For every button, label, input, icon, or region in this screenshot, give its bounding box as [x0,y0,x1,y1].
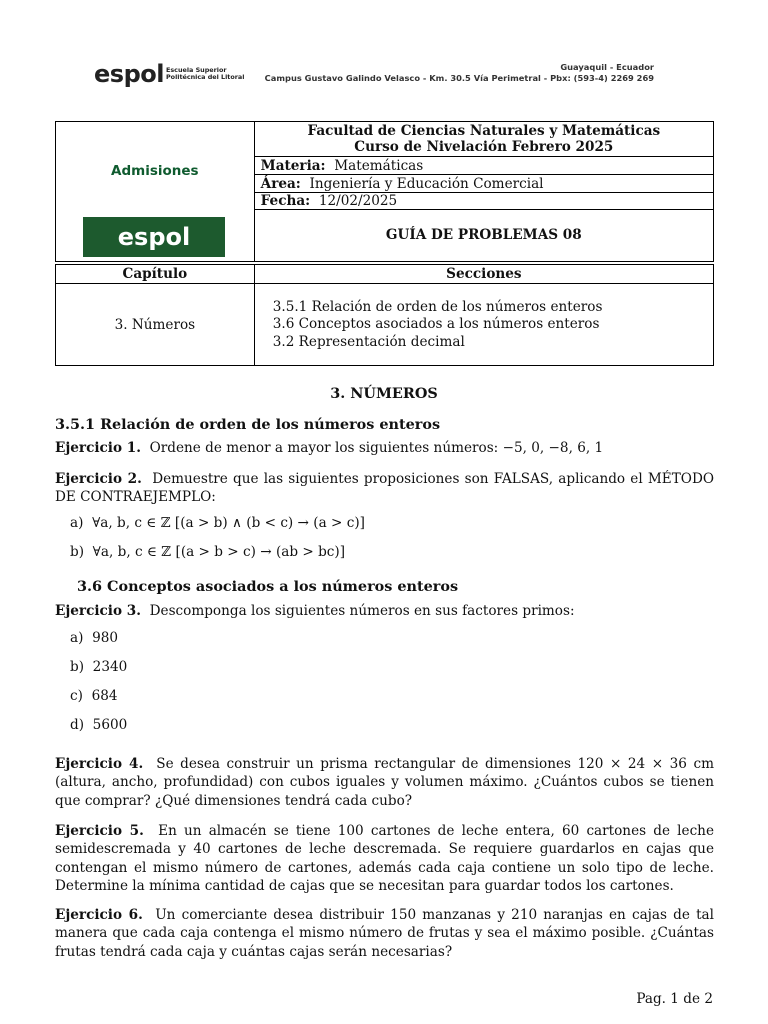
item-marker: a) [70,630,84,646]
section-item: 3.2 Representación decimal [272,333,465,350]
list-item [70,687,118,705]
item-marker: b) [70,659,85,675]
exercise-6 [55,906,714,961]
exercise-3 [55,602,714,620]
address-block [234,62,654,84]
faculty-name: Facultad de Ciencias Naturales y Matemáticas [307,123,661,139]
item-text: 5600 [92,717,128,733]
letterhead [94,56,654,92]
exercise-text: Ordene de menor a mayor los siguientes números: −5, 0, −8, 6, 1 [149,440,604,456]
espol-logo: espol [94,60,164,88]
chapter-title: 3. NÚMEROS [330,385,438,402]
chapter-value: 3. Números [56,284,255,366]
sections-table [55,264,714,366]
exercise-text: Se desea construir un prisma rectangular de dimensiones 120 × 24 × 36 cm (altura, ancho, profundidad) con cubos iguales y volumen máximo. ¿Cuántos cubos se tienen que comprar? ¿Qué dimensiones tendrá cada cubo? [55,756,714,809]
course-name: Curso de Nivelación Febrero 2025 [354,139,614,155]
exercise-label: Ejercicio 1. [55,440,141,456]
materia-value: Matemáticas [334,157,424,174]
sections-column-header: Secciones [254,265,713,284]
item-text: 980 [92,630,119,646]
exercise-label: Ejercicio 6. [55,907,143,923]
item-text: ∀a, b, c ∈ ℤ [(a > b) ∧ (b < c) → (a > c)] [92,515,365,531]
section-title-3-5-1: 3.5.1 Relación de orden de los números enteros [55,416,441,433]
address: Campus Gustavo Galindo Velasco - Km. 30.5 Vía Perimetral - Pbx: (593-4) 2269 269 [264,73,654,84]
espol-badge: espol [83,217,225,257]
item-text: 2340 [92,659,128,675]
exercise-4 [55,755,714,810]
section-item: 3.6 Conceptos asociados a los números enteros [272,316,600,333]
exercise-label: Ejercicio 5. [55,823,144,839]
list-item [70,543,345,561]
list-item [70,629,118,647]
materia-row: Materia: Matemáticas [254,157,713,175]
list-item [70,658,127,676]
exercise-label: Ejercicio 4. [55,756,144,772]
exercise-2 [55,470,714,507]
list-item [70,514,365,532]
item-marker: d) [70,717,85,733]
exercise-label: Ejercicio 3. [55,603,141,619]
page-number: Pag. 1 de 2 [636,991,713,1007]
chapter-column-header: Capítulo [56,265,255,284]
exercise-text: Un comerciante desea distribuir 150 manzanas y 210 naranjas en cajas de tal manera que cada caja contenga el mismo número de frutas y sea el máximo posible. ¿Cuántas frutas tendrá cada caja y cuántas cajas serán necesarias? [55,907,714,960]
admisiones-cell [56,122,255,262]
area-value: Ingeniería y Educación Comercial [309,175,544,192]
sections-list [254,284,713,366]
item-marker: c) [70,688,83,704]
fecha-row: Fecha: 12/02/2025 [254,193,713,210]
exercise-text: Descomponga los siguientes números en sus factores primos: [149,603,575,619]
exercise-text: Demuestre que las siguientes proposiciones son FALSAS, aplicando el MÉTODO DE CONTRAEJEMPLO: [55,471,714,506]
section-item: 3.5.1 Relación de orden de los números enteros [272,298,603,315]
admisiones-label: Admisiones [111,163,199,179]
header-table [55,121,714,262]
item-text: 684 [91,688,118,704]
faculty-course [254,122,713,157]
item-marker: a) [70,515,84,531]
item-text: ∀a, b, c ∈ ℤ [(a > b > c) → (ab > bc)] [92,544,346,560]
section-title-3-6: 3.6 Conceptos asociados a los números enteros [77,578,459,595]
list-item [70,716,127,734]
area-row: Área: Ingeniería y Educación Comercial [254,175,713,193]
institution-name: Escuela Superior Politécnica del Litoral [166,66,245,82]
guide-title: GUÍA DE PROBLEMAS 08 [254,210,713,262]
exercise-1 [55,439,714,457]
city: Guayaquil - Ecuador [560,62,654,72]
exercise-text: En un almacén se tiene 100 cartones de leche entera, 60 cartones de leche semidescremada y 40 cartones de leche descremada. Se requiere guardarlos en cajas que contengan el mismo número de cartones, además cada caja contiene un solo tipo de leche. Determine la mínima cantidad de cajas que se necesitan para guardar todos los cartones. [55,823,714,895]
fecha-value: 12/02/2025 [318,192,398,209]
exercise-5 [55,822,714,895]
item-marker: b) [70,544,85,560]
exercise-label: Ejercicio 2. [55,471,142,487]
